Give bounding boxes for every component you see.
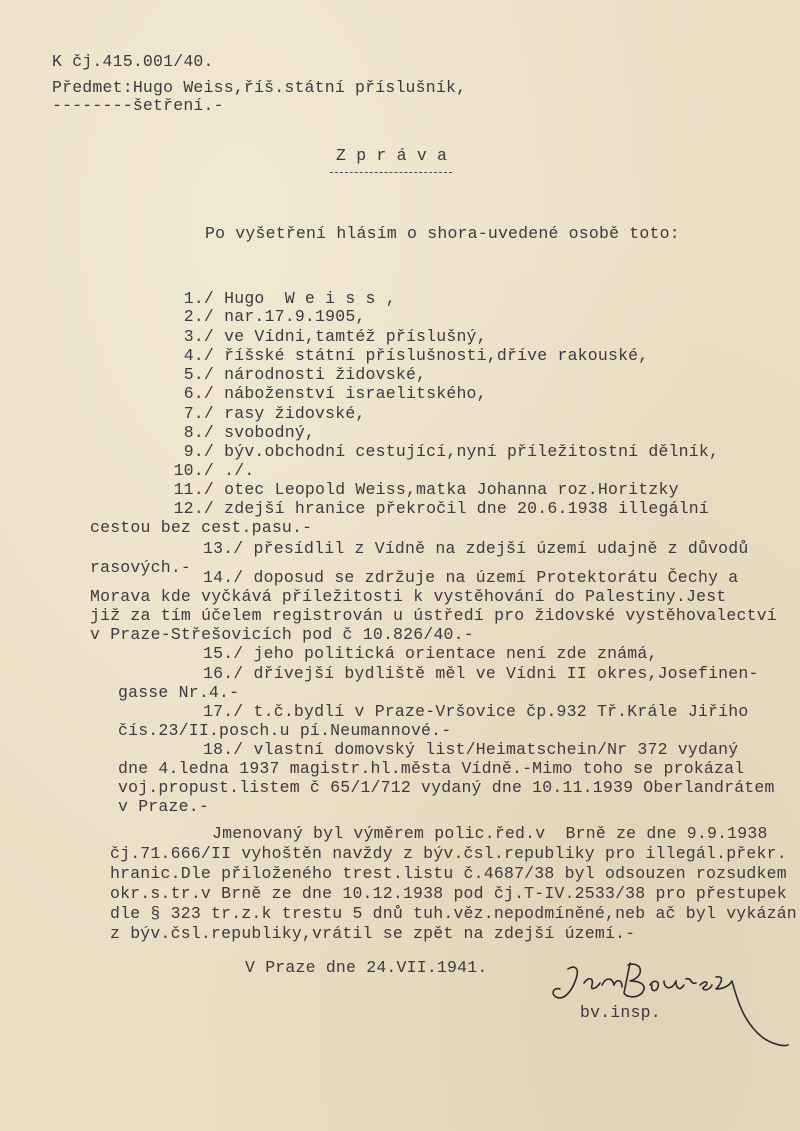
closing-paragraph-line: čj.71.666/II vyhoštěn navždy z býv.čsl.republiky pro illegál.překr. — [110, 844, 787, 863]
list-item — [170, 327, 487, 347]
item-text: otec Leopold Weiss,matka Johanna roz.Horitzky — [224, 480, 679, 499]
item-13-continuation: rasových.- — [90, 558, 192, 577]
closing-paragraph-line: z býv.čsl.republiky,vrátil se zpět na zdejší území.- — [110, 924, 636, 943]
item-text: nar.17.9.1905, — [224, 307, 366, 326]
signatory-title: bv.insp. — [580, 1003, 661, 1022]
item-18-continuation: voj.propust.listem č 65/1/712 vydaný dne 10.11.1939 Oberlandrátem — [118, 778, 775, 797]
item-text: náboženství israelitského, — [224, 384, 487, 403]
item-text: říšské státní příslušnosti,dříve rakouské, — [224, 346, 649, 365]
item-number: 8./ — [183, 423, 214, 442]
item-number: 1./ — [183, 289, 214, 308]
reference-number: K čj.415.001/40. — [52, 52, 214, 71]
item-text: rasy židovské, — [224, 404, 366, 423]
closing-paragraph-line: okr.s.tr.v Brně ze dne 10.12.1938 pod čj.T-IV.2533/38 pro přestupek — [110, 884, 787, 903]
item-18-continuation: v Praze.- — [118, 797, 209, 816]
item-14-continuation: v Praze-Střešovicích pod č 10.826/40.- — [90, 625, 474, 644]
item-number: 5./ — [183, 365, 214, 384]
item-text: ve Vídni,tamtéž příslušný, — [224, 327, 487, 346]
item-text: ./. — [224, 461, 255, 480]
item-14-continuation: Morava kde vyčkává příležitosti k vystěhování do Palestiny.Jest — [90, 587, 727, 606]
item-14: 14./ doposud se zdržuje na území Protektorátu Čechy a — [203, 568, 739, 587]
item-16: 16./ dřívejší bydliště měl ve Vídni II okres,Josefinen- — [203, 664, 759, 683]
item-text: národnosti židovské, — [224, 365, 427, 384]
item-number: 2./ — [183, 307, 214, 326]
list-item — [170, 346, 648, 366]
closing-paragraph-line: hranic.Dle přiloženého trest.listu č.4687/38 byl odsouzen rozsudkem — [110, 864, 787, 883]
item-18: 18./ vlastní domovský list/Heimatschein/Nr 372 vydaný — [203, 740, 739, 759]
item-number: 4./ — [183, 346, 214, 365]
title-underline — [330, 172, 452, 173]
item-text: svobodný, — [224, 423, 316, 442]
item-15: 15./ jeho politická orientace není zde známá, — [203, 644, 658, 663]
list-item — [170, 461, 254, 481]
item-number: 6./ — [183, 384, 214, 403]
item-number: 9./ — [183, 442, 214, 461]
item-16-continuation: gasse Nr.4.- — [118, 683, 240, 702]
list-item — [170, 307, 366, 327]
list-item — [170, 499, 709, 519]
document-title: Z p r á v a — [336, 146, 448, 165]
item-number: 12./ — [173, 499, 214, 518]
item-text: býv.obchodní cestující,nyní příležitostní dělník, — [224, 442, 720, 461]
item-number: 10./ — [173, 461, 214, 480]
item-text: zdejší hranice překročil dne 20.6.1938 illegální — [224, 499, 709, 518]
item-number: 7./ — [183, 404, 214, 423]
subject-continuation: --------šetření.- — [52, 96, 224, 115]
item-number: 3./ — [183, 327, 214, 346]
item-13: 13./ přesídlil z Vídně na zdejší území udajně z důvodů — [203, 539, 749, 558]
item-text: Hugo W e i s s , — [224, 289, 396, 308]
list-item — [170, 423, 315, 443]
item-number: 11./ — [173, 480, 214, 499]
item-18-continuation: dne 4.ledna 1937 magistr.hl.města Vídně.-Mimo toho se prokázal — [118, 759, 745, 778]
item-14-continuation: již za tím účelem registrován u ústředí pro židovské vystěhovalectví — [90, 606, 777, 625]
subject-line: Předmet:Hugo Weiss,říš.státní příslušník, — [52, 78, 467, 97]
item-12-continuation: cestou bez cest.pasu.- — [90, 518, 313, 537]
list-item — [170, 365, 426, 385]
item-17: 17./ t.č.bydlí v Praze-Vršovice čp.932 Tř.Krále Jiřího — [203, 702, 749, 721]
closing-paragraph-line: Jmenovaný byl výměrem polic.řed.v Brně ze dne 9.9.1938 — [212, 824, 768, 843]
item-17-continuation: čís.23/II.posch.u pí.Neumannové.- — [118, 721, 452, 740]
list-item — [170, 384, 487, 404]
list-item — [170, 480, 679, 500]
intro-text: Po vyšetření hlásím o shora-uvedené osobě toto: — [205, 224, 680, 243]
date-line: V Praze dne 24.VII.1941. — [245, 958, 488, 977]
handwritten-signature — [530, 955, 792, 1055]
list-item — [170, 289, 396, 309]
list-item — [170, 404, 366, 424]
list-item — [170, 442, 719, 462]
closing-paragraph-line: dle § 323 tr.z.k trestu 5 dnů tuh.věz.nepodmíněné,neb ač byl vykázán — [110, 904, 797, 923]
